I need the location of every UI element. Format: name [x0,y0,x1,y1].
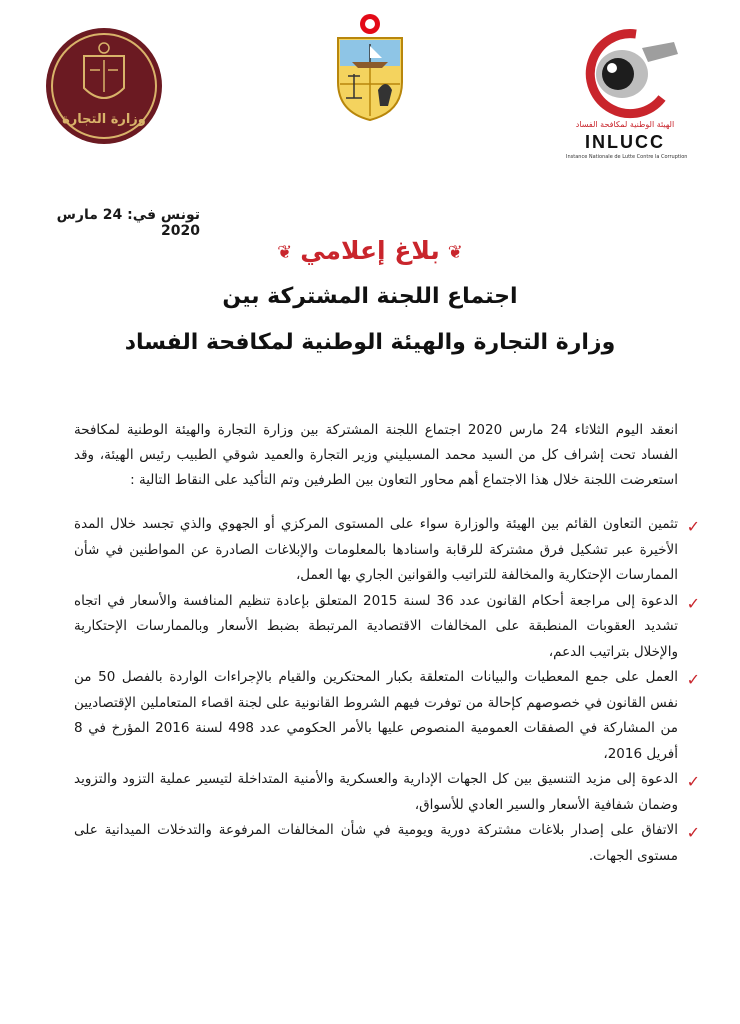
intro-paragraph [74,418,678,493]
announcement-text: بلاغ إعلامي [300,236,440,265]
ministry-logo-text: وزارة التجارة [62,112,146,127]
checkmark-icon: ✓ [686,823,700,842]
title-line-2: وزارة التجارة والهيئة الوطنية لمكافحة الفساد [124,330,616,355]
tunisia-coat-of-arms [330,12,410,124]
ministry-seal-icon [44,26,164,146]
intro-text: انعقد اليوم الثلاثاء 24 مارس 2020 اجتماع اللجنة المشتركة بين وزارة التجارة والهيئة الوطنية لمكافحة الفساد تحت إشراف كل من السيد محمد المسيليني وزير التجارة والعميد شوقي الطبيب رئيس الهيئة، وقد استعرضت اللجنة خلال هذا الاجتماع أهم محاور التعاون بين الطرفين وتم التأكيد على النقاط التالية : [74,422,678,488]
list-item-text: تثمين التعاون القائم بين الهيئة والوزارة سواء على المستوى المركزي أو الجهوي والذي تجسد خلال المدة الأخيرة عبر تشكيل فرق مشتركة للرقابة واسنادها بالمعلومات والإبلاغات الصادرة عن المواطنين في شأن الممارسات الإحتكارية والمخالفة للتراتيب والقوانين الجاري بها العمل، [74,516,678,583]
list-item-text: الدعوة إلى مزيد التنسيق بين كل الجهات الإدارية والعسكرية والأمنية المتداخلة لتيسير عملية التزود والتزويد وضمان شفافية الأسعار والسير العادي للأسواق، [74,771,678,813]
ministry-of-commerce-logo [44,26,164,146]
coat-of-arms-icon [330,12,410,124]
inlucc-name: INLUCC [585,132,665,152]
list-item-text: العمل على جمع المعطيات والبيانات المتعلقة بكبار المحتكرين والقيام بالإجراءات الواردة بالفصل 50 من نفس القانون في خصوصهم كإحالة من توفرت فيهم الشروط القانونية على لجنة اقصاء المتعاملين الإقتصاديين من المشاركة في الصفقات العمومية المنصوص عليها بالأمر الحكومي عدد 498 لسنة 2016 المؤرخ في 8 أفريل 2016، [74,669,678,762]
list-item-text: الاتفاق على إصدار بلاغات مشتركة دورية ويومية في شأن المخالفات المرفوعة والتدخلات الميدانية على مستوى الجهات. [74,822,678,864]
eye-icon [566,28,684,120]
checkmark-icon: ✓ [686,593,700,613]
list-item [74,512,700,589]
ornament-icon: ❦ [277,241,293,263]
ornament-icon: ❦ [447,241,463,263]
list-item [74,589,700,666]
inlucc-arabic-name: الهيئة الوطنية لمكافحة الفساد [575,120,675,129]
list-item [74,665,700,767]
checkmark-icon: ✓ [686,517,700,536]
inlucc-logo [566,28,688,168]
title-line-1: اجتماع اللجنة المشتركة بين [222,284,518,309]
announcement-heading [0,236,740,265]
checkmark-icon: ✓ [686,772,700,791]
points-list [74,512,700,869]
inlucc-subtitle: Instance Nationale de Lutte Contre la Corruption [566,154,688,160]
list-item-text: الدعوة إلى مراجعة أحكام القانون عدد 36 لسنة 2015 المتعلق بإعادة تنظيم المنافسة والأسعار في اتجاه تشديد العقوبات المنطبقة على المخالفات الاقتصادية المرتبطة بضبط الأسعار وبالممارسات الإحتكارية والإخلال بتراتيب الدعم، [74,592,678,660]
list-item [74,818,700,869]
list-item [74,767,700,818]
document-date: تونس في: 24 مارس 2020 [56,207,200,239]
checkmark-icon: ✓ [686,670,700,689]
